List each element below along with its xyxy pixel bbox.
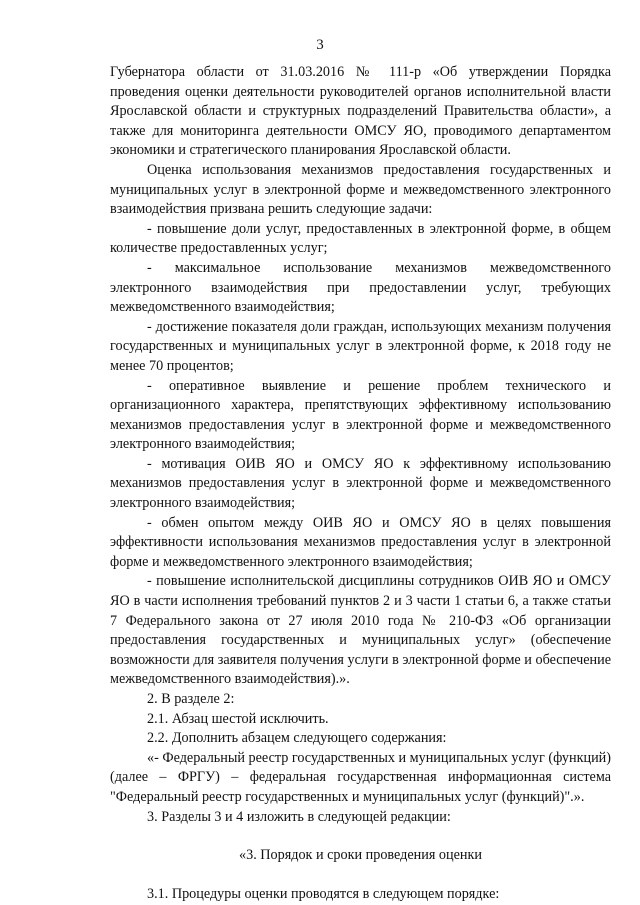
paragraph-tasks-intro: Оценка использования механизмов предоставления государственных и муниципальных услуг в электронной форме и межведомственного электронного взаимодействия призвана решить следующие задачи: [110,161,611,218]
amendment-2-1: 2.1. Абзац шестой исключить. [147,710,329,727]
document-body [110,63,611,904]
section-heading-3: «3. Порядок и сроки проведения оценки [239,847,482,864]
paragraph-decree-reference: Губернатора области от 31.03.2016 № 111-р «Об утверждении Порядка проведения оценки деятельности руководителей органов исполнительной власти Ярославской области и структурных подразделений Правительства области», а также для мониторинга деятельности ОМСУ ЯО, проводимого департаментом экономики и стратегического планирования Ярославской области. [110,64,611,159]
page-number: 3 [316,37,324,53]
amendment-section-3: 3. Разделы 3 и 4 изложить в следующей редакции: [147,808,451,825]
amendment-section-2: 2. В разделе 2: [147,691,235,707]
task-item-electronic-share: - повышение доли услуг, предоставленных в электронной форме, в общем количестве предоставленных услуг; [110,220,611,257]
task-item-interagency-use: - максимальное использование механизмов межведомственного электронного взаимодействия при предоставлении услуг, требующих межведомственного взаимодействия; [110,259,611,316]
amendment-2-2: 2.2. Дополнить абзацем следующего содержания: [147,730,447,747]
paragraph-3-1: 3.1. Процедуры оценки проводятся в следующем порядке: [147,885,500,902]
task-item-problem-solving: - оперативное выявление и решение проблем технического и организационного характера, препятствующих эффективному использованию механизмов предоставления услуг в электронной форме и межведомственного электронного взаимодействия; [110,377,611,453]
task-item-motivation: - мотивация ОИВ ЯО и ОМСУ ЯО к эффективному использованию механизмов предоставления услуг в электронной форме и межведомственного электронного взаимодействия; [110,455,611,512]
task-item-citizens-share: - достижение показателя доли граждан, использующих механизм получения государственных и муниципальных услуг в электронной форме, к 2018 году не менее 70 процентов; [110,318,611,374]
task-item-experience-exchange: - обмен опытом между ОИВ ЯО и ОМСУ ЯО в целях повышения эффективности использования механизмов предоставления услуг в электронной форме и межведомственного электронного взаимодействия; [110,514,611,570]
frgu-definition: «- Федеральный реестр государственных и муниципальных услуг (функций) (далее – ФРГУ) – федеральная государственная информационная система "Федеральный реестр государственных и муниципальных услуг (функций)".». [110,749,611,805]
task-item-discipline: - повышение исполнительской дисциплины сотрудников ОИВ ЯО и ОМСУ ЯО в части исполнения требований пунктов 2 и 3 части 1 статьи 6, а также статьи 7 Федерального закона от 27 июля 2010 года № 210-ФЗ «Об организации предоставления государственных и муниципальных услуг» (обеспечение возможности для заявителя получения услуги в электронной форме и обеспечение межведомственного взаимодействия).». [110,573,611,688]
